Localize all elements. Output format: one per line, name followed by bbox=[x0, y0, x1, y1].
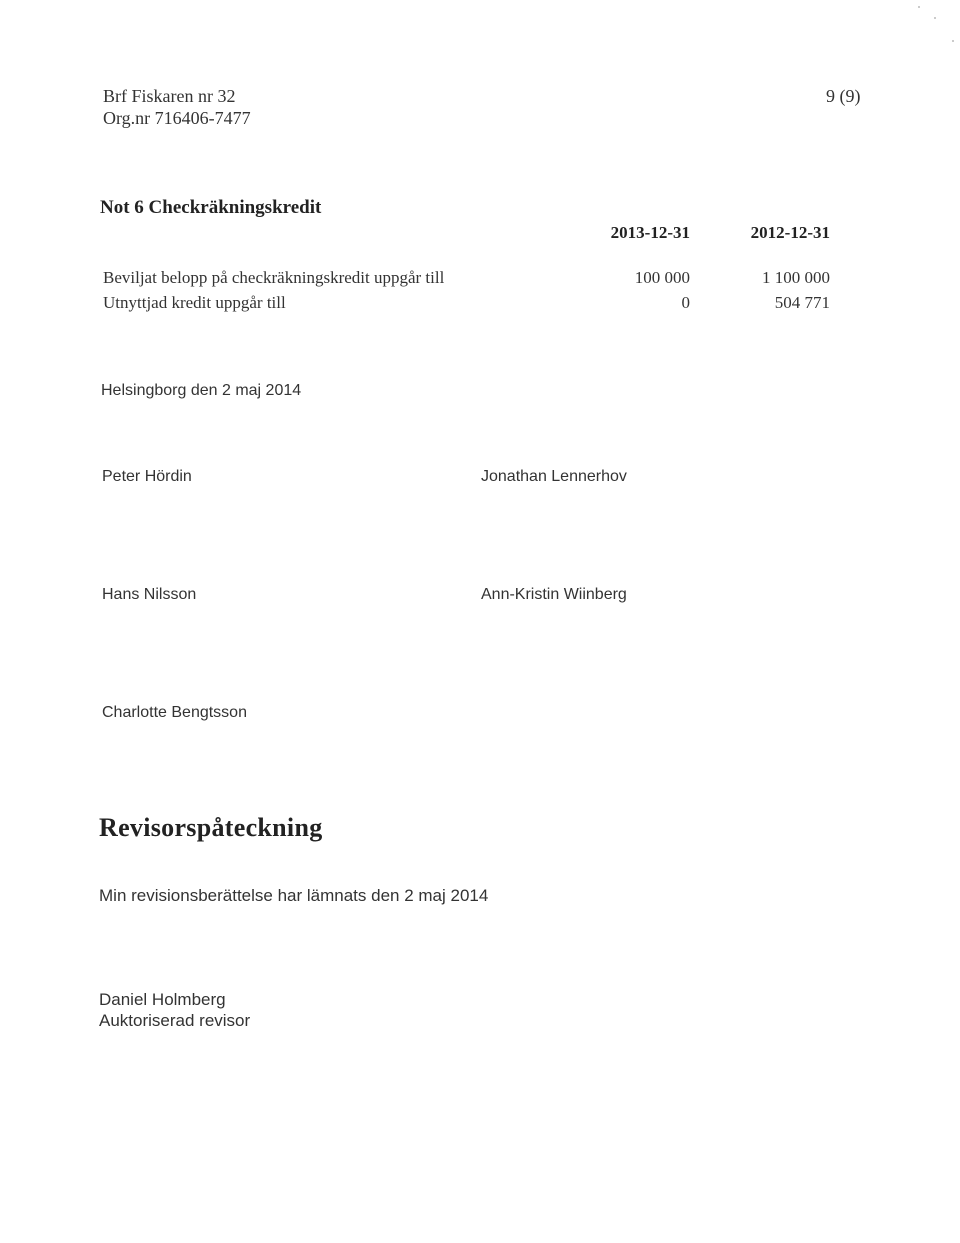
page-number: 9 (9) bbox=[826, 86, 861, 106]
organization-name: Brf Fiskaren nr 32 bbox=[103, 86, 236, 106]
row-label-used-credit: Utnyttjad kredit uppgår till bbox=[103, 293, 286, 312]
signatory-name: Hans Nilsson bbox=[102, 586, 197, 603]
signatory-name: Ann-Kristin Wiinberg bbox=[481, 586, 627, 603]
column-header-2012: 2012-12-31 bbox=[750, 223, 830, 242]
scan-speck bbox=[918, 6, 920, 8]
scan-speck bbox=[952, 40, 954, 42]
note-title: Not 6 Checkräkningskredit bbox=[100, 197, 322, 218]
granted-amount-2012: 1 100 000 bbox=[762, 268, 830, 287]
signatory-name: Peter Hördin bbox=[102, 468, 192, 485]
auditor-section-title: Revisorspåteckning bbox=[99, 813, 323, 842]
row-label-granted-amount: Beviljat belopp på checkräkningskredit uppgår till bbox=[103, 268, 445, 287]
used-credit-2013: 0 bbox=[681, 293, 690, 312]
granted-amount-2013: 100 000 bbox=[634, 268, 690, 287]
auditor-statement: Min revisionsberättelse har lämnats den 2 maj 2014 bbox=[99, 886, 489, 905]
used-credit-2012: 504 771 bbox=[774, 293, 830, 312]
signatory-name: Jonathan Lennerhov bbox=[481, 468, 627, 485]
auditor-name: Daniel Holmberg bbox=[99, 990, 226, 1009]
auditor-role: Auktoriserad revisor bbox=[99, 1011, 251, 1030]
signatory-name: Charlotte Bengtsson bbox=[102, 704, 247, 721]
organization-number: Org.nr 716406-7477 bbox=[103, 108, 251, 128]
place-and-date: Helsingborg den 2 maj 2014 bbox=[101, 382, 302, 399]
column-header-2013: 2013-12-31 bbox=[610, 223, 690, 242]
scan-speck bbox=[934, 17, 936, 19]
